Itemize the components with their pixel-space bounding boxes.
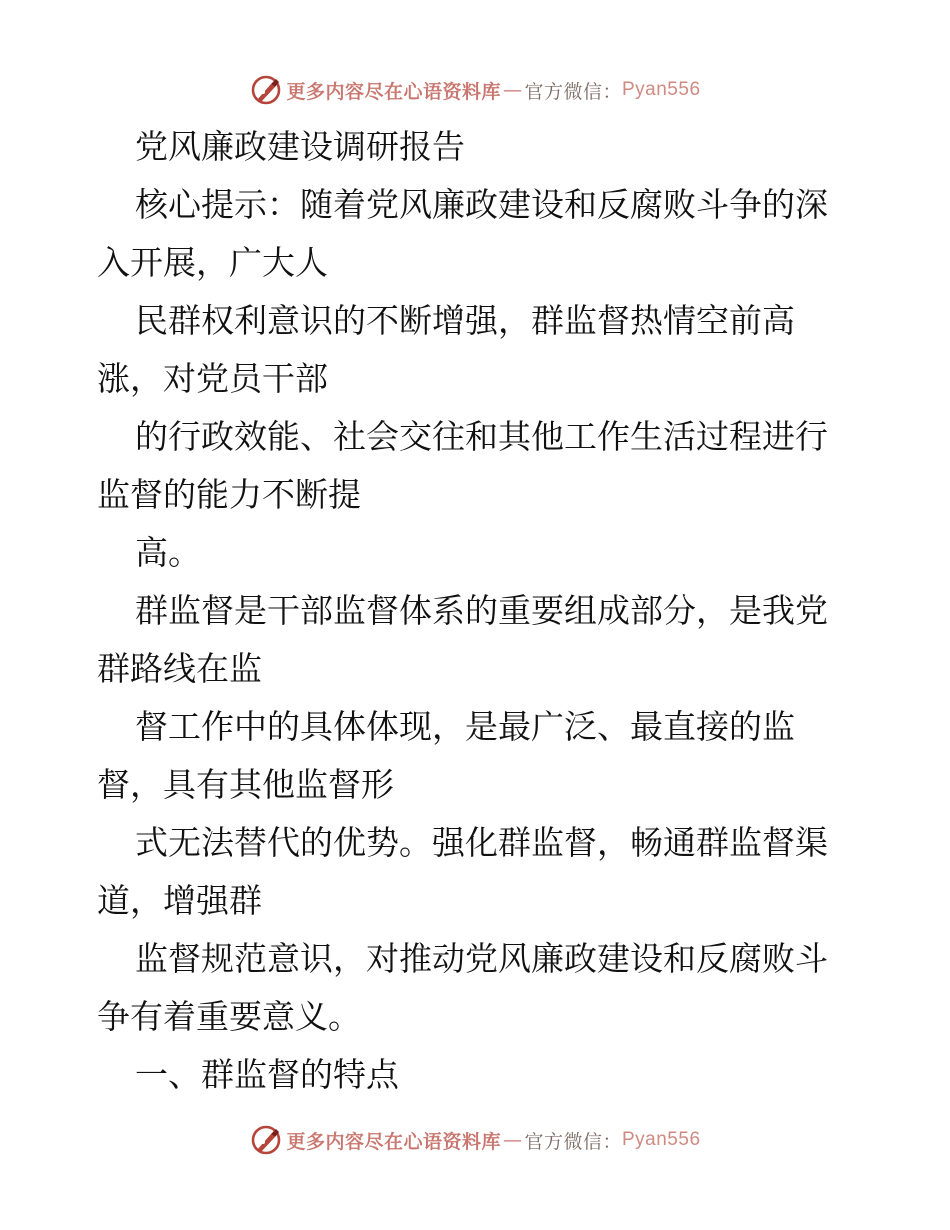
text-line: 民群权利意识的不断增强，群监督热情空前高	[135, 301, 795, 340]
text-line: 道，增强群	[97, 881, 262, 920]
section-heading: 一、群监督的特点	[135, 1055, 399, 1094]
text-line: 群路线在监	[97, 649, 262, 688]
text-line: 核心提示：随着党风廉政建设和反腐败斗争的深	[135, 185, 828, 224]
text-line: 的行政效能、社会交往和其他工作生活过程进行	[135, 417, 828, 456]
text-line: 争有着重要意义。	[97, 997, 361, 1036]
document-title: 党风廉政建设调研报告	[135, 127, 465, 166]
banner-main-text: 更多内容尽在心语资料库	[286, 80, 501, 103]
banner-main-text: 更多内容尽在心语资料库	[286, 1130, 501, 1153]
banner-contact-label: 官方微信：	[524, 80, 622, 103]
document-body	[97, 118, 867, 1104]
pen-logo-icon	[249, 1123, 283, 1157]
footer-banner	[0, 1118, 950, 1162]
banner-wechat-id: Pyan556	[622, 79, 701, 100]
text-line: 式无法替代的优势。强化群监督，畅通群监督渠	[135, 823, 828, 862]
pen-logo-icon	[249, 73, 283, 107]
banner-dash: —	[502, 1129, 523, 1151]
text-line: 群监督是干部监督体系的重要组成部分，是我党	[135, 591, 828, 630]
text-line: 入开展，广大人	[97, 243, 328, 282]
banner-wechat-id: Pyan556	[622, 1129, 701, 1150]
text-line: 督，具有其他监督形	[97, 765, 394, 804]
banner-contact-label: 官方微信：	[524, 1130, 622, 1153]
header-banner	[0, 68, 950, 112]
text-line: 监督的能力不断提	[97, 475, 361, 514]
text-line: 涨，对党员干部	[97, 359, 328, 398]
text-line: 高。	[135, 533, 201, 572]
banner-dash: —	[502, 79, 523, 101]
text-line: 督工作中的具体体现，是最广泛、最直接的监	[135, 707, 795, 746]
text-line: 监督规范意识，对推动党风廉政建设和反腐败斗	[135, 939, 828, 978]
